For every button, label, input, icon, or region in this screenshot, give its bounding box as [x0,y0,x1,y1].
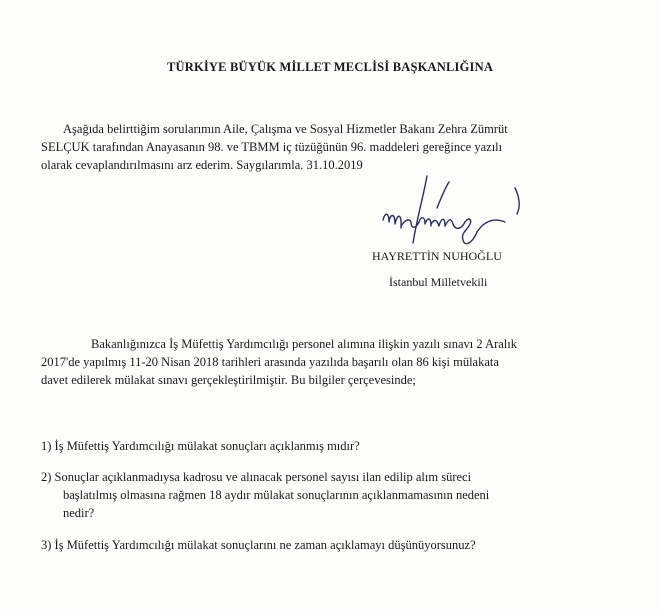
signatory-role: İstanbul Milletvekili [389,275,488,289]
question-2-line-3: nedir? [63,506,95,520]
signatory-name: HAYRETTİN NUHOĞLU [372,249,502,263]
body-line-3: davet edilerek mülakat sınavı gerçekleştirilmiştir. Bu bilgiler çerçevesinde; [41,373,416,387]
question-2 [41,468,606,522]
intro-paragraph [41,120,601,174]
intro-line-3: olarak cevaplandırılmasını arz ederim. Saygılarımla. 31.10.2019 [41,158,363,172]
body-paragraph [41,335,601,389]
document-title: TÜRKİYE BÜYÜK MİLLET MECLİSİ BAŞKANLIĞINA [166,60,494,74]
question-1: 1) İş Müfettiş Yardımcılığı mülakat sonuçları açıklanmış mıdır? [41,439,360,453]
body-line-1: Bakanlığınızca İş Müfettiş Yardımcılığı personel alımına ilişkin yazılı sınavı 2 Aralık [91,337,517,351]
question-3: 3) İş Müfettiş Yardımcılığı mülakat sonuçlarını ne zaman açıklamayı düşünüyorsunuz? [41,538,476,552]
body-line-2: 2017'de yapılmış 11-20 Nisan 2018 tarihleri arasında yazılıda başarılı olan 86 kişi mülakata [41,355,499,369]
question-2-line-1: 2) Sonuçlar açıklanmadıysa kadrosu ve alınacak personel sayısı ilan edilip alım süreci [41,470,472,484]
intro-line-2: SELÇUK tarafından Anayasanın 98. ve TBMM iç tüzüğünün 96. maddeleri gereğince yazılı [41,140,503,154]
question-2-line-2: başlatılmış olmasına rağmen 18 aydır mülakat sonuçlarının açıklanmamasının nedeni [63,488,490,502]
intro-line-1: Aşağıda belirttiğim sorularımın Aile, Çalışma ve Sosyal Hizmetler Bakanı Zehra Zümrüt [63,122,508,136]
